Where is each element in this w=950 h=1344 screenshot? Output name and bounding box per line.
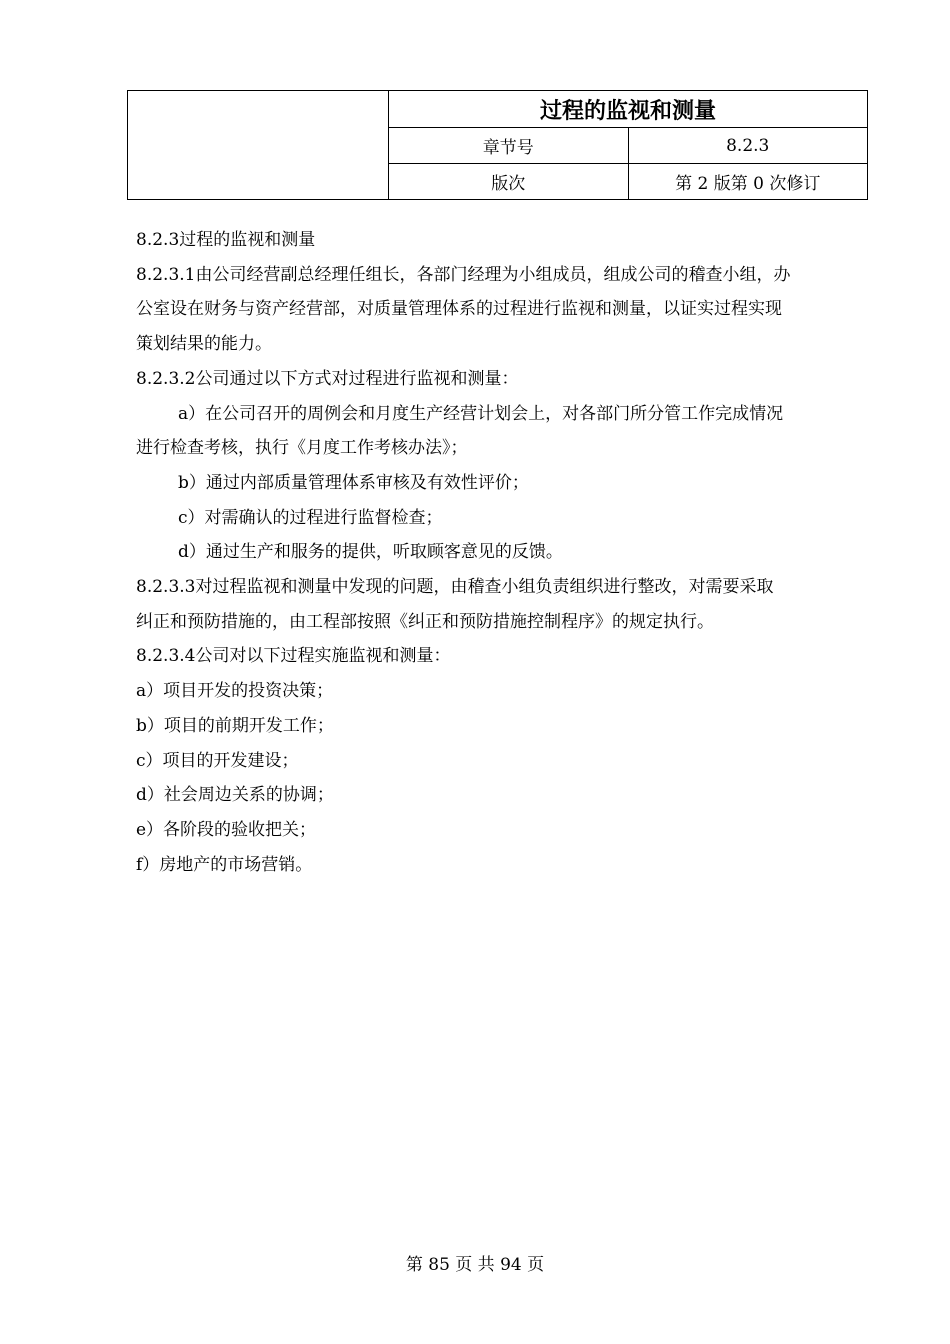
- paragraph-line: 公室设在财务与资产经营部，对质量管理体系的过程进行监视和测量，以证实过程实现: [136, 299, 782, 320]
- document-body: [136, 223, 866, 882]
- list-item: e）各阶段的验收把关；: [136, 819, 317, 840]
- paragraph-line: 8.2.3.4公司对以下过程实施监视和测量：: [136, 646, 451, 667]
- list-item: c）对需确认的过程进行监督检查；: [178, 507, 443, 528]
- list-item: d）通过生产和服务的提供，听取顾客意见的反馈。: [178, 542, 563, 563]
- chapter-label: 章节号: [389, 128, 629, 164]
- version-value: 第 2 版第 0 次修订: [628, 164, 868, 200]
- list-item: c）项目的开发建设；: [136, 750, 299, 771]
- paragraph-line: 8.2.3.2公司通过以下方式对过程进行监视和测量：: [136, 368, 519, 389]
- list-item: f）房地产的市场营销。: [136, 854, 313, 875]
- logo-cell: [128, 91, 389, 200]
- paragraph-line: 8.2.3.1由公司经营副总经理任组长，各部门经理为小组成员，组成公司的稽查小组，办: [136, 264, 791, 285]
- paragraph-line: 进行检查考核，执行《月度工作考核办法》；: [136, 438, 468, 459]
- paragraph-line: 策划结果的能力。: [136, 334, 272, 355]
- list-item: b）通过内部质量管理体系审核及有效性评价；: [178, 472, 529, 493]
- list-item: a）项目开发的投资决策；: [136, 681, 334, 702]
- section-heading: 8.2.3过程的监视和测量: [136, 230, 316, 250]
- list-item: a）在公司召开的周例会和月度生产经营计划会上，对各部门所分管工作完成情况: [178, 403, 784, 424]
- list-item: b）项目的前期开发工作；: [136, 715, 334, 736]
- chapter-value: 8.2.3: [628, 128, 868, 164]
- list-item: d）社会周边关系的协调；: [136, 785, 334, 806]
- page-footer: 第 85 页 共 94 页: [405, 1255, 545, 1275]
- paragraph-line: 8.2.3.3对过程监视和测量中发现的问题，由稽查小组负责组织进行整改，对需要采取: [136, 577, 774, 598]
- paragraph-line: 纠正和预防措施的，由工程部按照《纠正和预防措施控制程序》的规定执行。: [136, 611, 714, 632]
- document-header-table: [127, 90, 868, 200]
- document-title: 过程的监视和测量: [389, 91, 868, 128]
- version-label: 版次: [389, 164, 629, 200]
